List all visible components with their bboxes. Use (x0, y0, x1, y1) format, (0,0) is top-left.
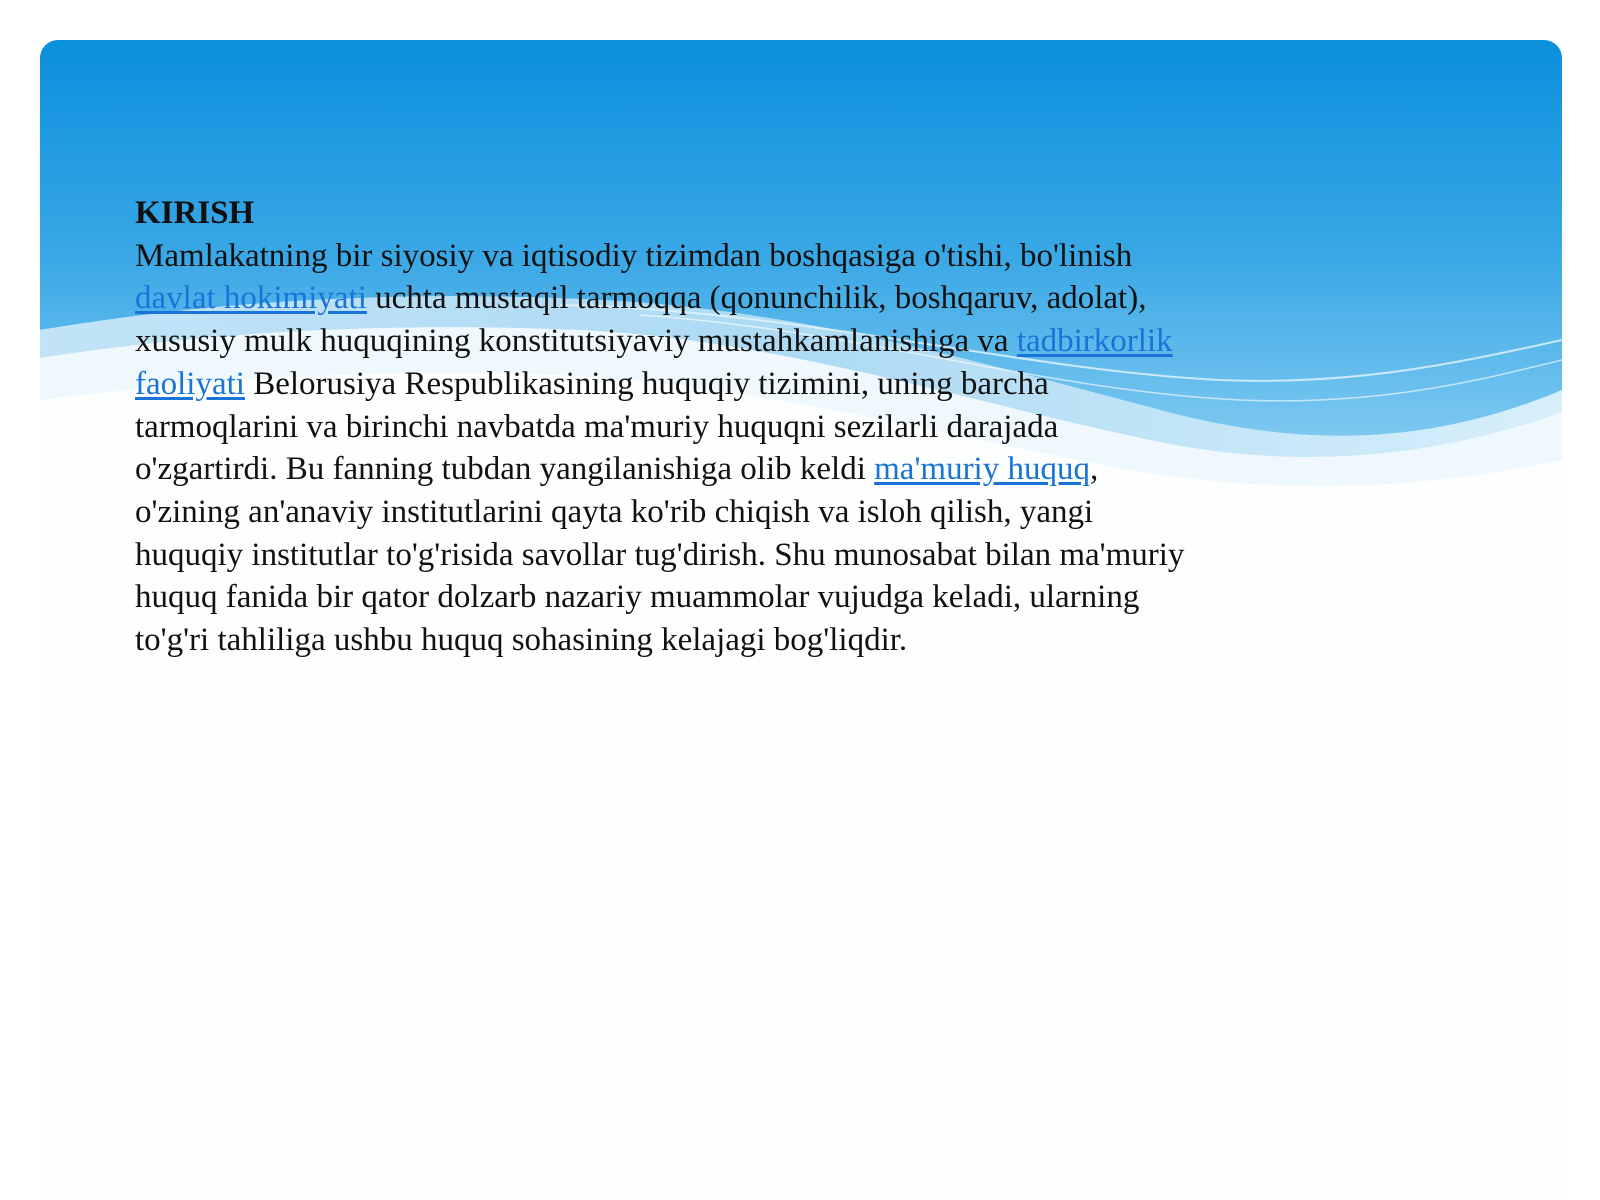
paragraph-text-2: uchta mustaqil tarmoqqa (qonunchilik, boshqaruv, adolat), xususiy mulk huquqining konstitutsiyaviy mustahkamlanishiga va (135, 280, 1147, 360)
slide-heading: KIRISH (135, 195, 255, 231)
link-davlat-hokimiyati[interactable]: davlat hokimiyati (135, 280, 367, 317)
paragraph-text-3: Belorusiya Respublikasining huquqiy tizimini, uning barcha tarmoqlarini va birinchi navbatda ma'muriy huquqni sezilarli darajada o'zgartirdi. Bu fanning tubdan yangilanishiga olib keldi (135, 365, 1059, 488)
link-mamuriy-huquq[interactable]: ma'muriy huquq (874, 451, 1090, 488)
paragraph-text-4: , o'zining an'anaviy institutlarini qayta ko'rib chiqish va isloh qilish, yangi huquqiy institutlar to'g'risida savollar tug'dirish. Shu munosabat bilan ma'muriy huquq fanida bir qator dolzarb nazariy muammolar vujudga keladi, ularning to'g'ri tahliliga ushbu huquq sohasining kelajagi bog'liqdir. (135, 451, 1185, 659)
link-tadbirkorlik-faoliyati[interactable]: tadbirkorlik faoliyati (135, 323, 1173, 402)
paragraph-text-1: Mamlakatning bir siyosiy va iqtisodiy tizimdan boshqasiga o'tishi, bo'linish (135, 237, 1133, 274)
slide-content (135, 192, 1195, 662)
